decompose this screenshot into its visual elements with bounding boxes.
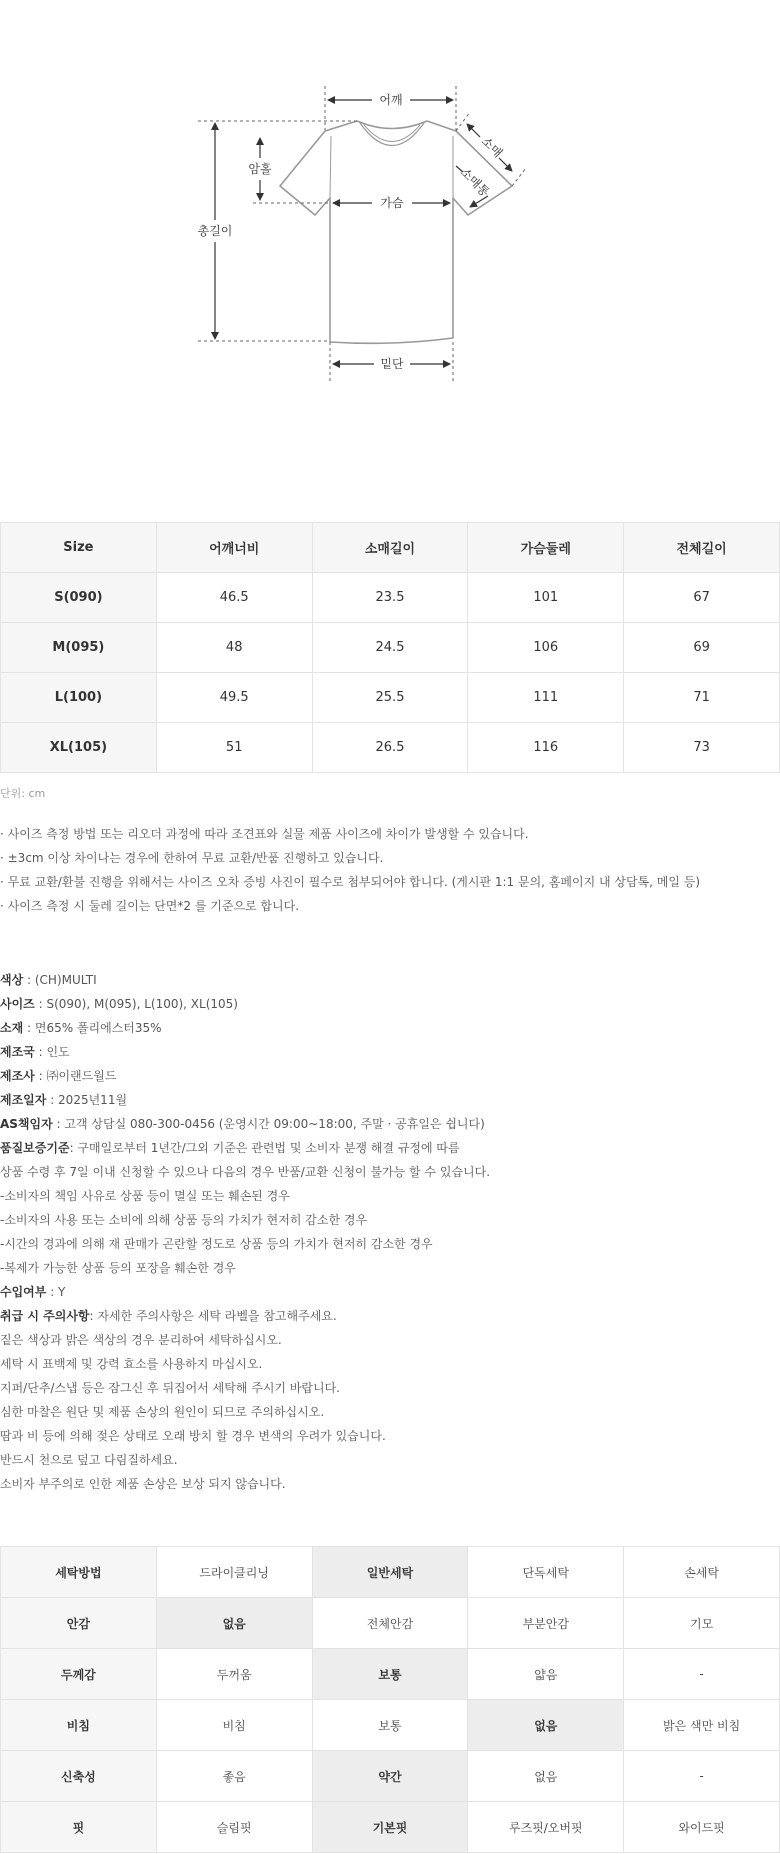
table-row <box>1 623 780 673</box>
care-option-selected: 기본핏 <box>312 1802 468 1853</box>
care-option: 두꺼움 <box>156 1649 312 1700</box>
spec-line <box>0 1306 780 1330</box>
care-row-heading: 신축성 <box>1 1751 157 1802</box>
care-option: 단독세탁 <box>468 1547 624 1598</box>
spec-line <box>0 1162 780 1186</box>
care-table-row <box>1 1751 780 1802</box>
spec-value: -시간의 경과에 의해 재 판매가 곤란할 정도로 상품 등의 가치가 현저히 감소한 경우 <box>0 1237 433 1251</box>
spec-value: : 인도 <box>34 1045 70 1059</box>
care-option: - <box>624 1649 780 1700</box>
note-item: · 사이즈 측정 방법 또는 리오더 과정에 따라 조견표와 실물 제품 사이즈에 차이가 발생할 수 있습니다. <box>0 827 529 841</box>
care-option: 손세탁 <box>624 1547 780 1598</box>
spec-value: 짙은 색상과 밝은 색상의 경우 분리하여 세탁하십시오. <box>0 1333 282 1347</box>
care-table <box>0 1546 780 1853</box>
care-option: 기모 <box>624 1598 780 1649</box>
table-cell: 106 <box>468 623 624 673</box>
table-cell: 23.5 <box>312 573 468 623</box>
care-option: 전체안감 <box>312 1598 468 1649</box>
table-cell: 48 <box>156 623 312 673</box>
chest-header-cell: 가슴둘레 <box>468 523 624 573</box>
shoulder-width-header-cell: 어깨너비 <box>156 523 312 573</box>
care-row-heading: 세탁방법 <box>1 1547 157 1598</box>
spec-line <box>0 1426 780 1450</box>
care-option: 루즈핏/오버핏 <box>468 1802 624 1853</box>
spec-line <box>0 1186 780 1210</box>
care-table-row <box>1 1547 780 1598</box>
care-table-row <box>1 1598 780 1649</box>
spec-key: 색상 <box>0 973 24 987</box>
sleeve-opening-label: 소매통 <box>457 164 493 200</box>
spec-value: 땀과 비 등에 의해 젖은 상태로 오래 방치 할 경우 변색의 우려가 있습니다. <box>0 1429 386 1443</box>
spec-line <box>0 1474 780 1498</box>
size-cell: L(100) <box>1 673 157 723</box>
unit-label: 단위: cm <box>0 787 46 800</box>
spec-line <box>0 970 780 994</box>
measure-arrows <box>215 100 512 364</box>
care-row-heading: 핏 <box>1 1802 157 1853</box>
size-table <box>0 522 780 773</box>
spec-line <box>0 1138 780 1162</box>
spec-line <box>0 1018 780 1042</box>
care-option-selected: 약간 <box>312 1751 468 1802</box>
size-diagram <box>0 0 780 400</box>
table-cell: 49.5 <box>156 673 312 723</box>
spec-value: : S(090), M(095), L(100), XL(105) <box>34 997 238 1011</box>
care-table-row <box>1 1700 780 1751</box>
table-cell: 73 <box>624 723 780 773</box>
spec-line <box>0 1402 780 1426</box>
spec-line <box>0 1114 780 1138</box>
spec-value: -복제가 가능한 상품 등의 포장을 훼손한 경우 <box>0 1261 236 1275</box>
table-cell: 51 <box>156 723 312 773</box>
care-row-heading: 안감 <box>1 1598 157 1649</box>
table-cell: 24.5 <box>312 623 468 673</box>
care-option: 얇음 <box>468 1649 624 1700</box>
spec-line <box>0 1378 780 1402</box>
size-notes <box>0 824 780 920</box>
tshirt-measurement-diagram <box>0 0 780 400</box>
size-header-cell: Size <box>1 523 157 573</box>
spec-key: 수입여부 <box>0 1285 47 1299</box>
spec-key: 제조국 <box>0 1045 35 1059</box>
spec-line <box>0 1450 780 1474</box>
table-row <box>1 673 780 723</box>
care-row-heading: 비침 <box>1 1700 157 1751</box>
table-cell: 46.5 <box>156 573 312 623</box>
chest-label: 가슴 <box>380 196 404 210</box>
care-option: 부분안감 <box>468 1598 624 1649</box>
size-table-header-row <box>1 523 780 573</box>
care-option: 슬림핏 <box>156 1802 312 1853</box>
spec-value: : ㈜이랜드월드 <box>34 1069 117 1083</box>
spec-line <box>0 1330 780 1354</box>
total-length-header-cell: 전체길이 <box>624 523 780 573</box>
table-cell: 67 <box>624 573 780 623</box>
table-cell: 116 <box>468 723 624 773</box>
care-table-row <box>1 1802 780 1853</box>
size-cell: XL(105) <box>1 723 157 773</box>
care-option: 보통 <box>312 1700 468 1751</box>
table-row <box>1 573 780 623</box>
spec-key: 소재 <box>0 1021 24 1035</box>
sleeve-arrow <box>467 124 480 137</box>
table-cell: 26.5 <box>312 723 468 773</box>
spec-key: 사이즈 <box>0 997 35 1011</box>
spec-value: : 면65% 폴리에스터35% <box>23 1021 162 1035</box>
spec-key: 제조사 <box>0 1069 35 1083</box>
spec-line <box>0 1258 780 1282</box>
spec-value: 지퍼/단추/스냅 등은 잠그신 후 뒤집어서 세탁해 주시기 바랍니다. <box>0 1381 340 1395</box>
spec-value: : (CH)MULTI <box>23 973 97 987</box>
spec-value: 소비자 부주의로 인한 제품 손상은 보상 되지 않습니다. <box>0 1477 286 1491</box>
spec-key: 품질보증기준 <box>0 1141 70 1155</box>
total-length-label: 총길이 <box>197 224 233 238</box>
spec-value: 세탁 시 표백제 및 강력 효소를 사용하지 마십시오. <box>0 1357 263 1371</box>
size-cell: S(090) <box>1 573 157 623</box>
table-cell: 25.5 <box>312 673 468 723</box>
table-cell: 111 <box>468 673 624 723</box>
spec-key: 취급 시 주의사항 <box>0 1309 90 1323</box>
note-item: · 무료 교환/환불 진행을 위해서는 사이즈 오차 증빙 사진이 필수로 첨부되어야 합니다. (게시판 1:1 문의, 홈페이지 내 상담톡, 메일 등) <box>0 875 701 889</box>
armhole-label: 암홀 <box>248 162 272 176</box>
care-option-selected: 없음 <box>468 1700 624 1751</box>
care-option: 좋음 <box>156 1751 312 1802</box>
spec-value: 상품 수령 후 7일 이내 신청할 수 있으나 다음의 경우 반품/교환 신청이 불가능 할 수 있습니다. <box>0 1165 491 1179</box>
spec-value: : Y <box>46 1285 66 1299</box>
product-spec <box>0 970 780 1498</box>
care-row-heading: 두께감 <box>1 1649 157 1700</box>
care-option: 와이드핏 <box>624 1802 780 1853</box>
care-option: - <box>624 1751 780 1802</box>
spec-line <box>0 1090 780 1114</box>
sleeve-length-header-cell: 소매길이 <box>312 523 468 573</box>
care-option-selected: 없음 <box>156 1598 312 1649</box>
care-option: 드라이클리닝 <box>156 1547 312 1598</box>
spec-value: -소비자의 책임 사유로 상품 등이 멸실 또는 훼손된 경우 <box>0 1189 290 1203</box>
table-row <box>1 723 780 773</box>
hem-label: 밑단 <box>380 357 404 371</box>
note-item: · 사이즈 측정 시 둘레 길이는 단면*2 를 기준으로 합니다. <box>0 899 300 913</box>
shoulder-label: 어깨 <box>379 93 403 107</box>
spec-key: 제조일자 <box>0 1093 47 1107</box>
tshirt-outline <box>280 121 512 343</box>
size-cell: M(095) <box>1 623 157 673</box>
spec-line <box>0 994 780 1018</box>
spec-line <box>0 1354 780 1378</box>
spec-line <box>0 1210 780 1234</box>
care-table-row <box>1 1649 780 1700</box>
sleeve-label: 소매 <box>478 134 505 161</box>
care-option-selected: 보통 <box>312 1649 468 1700</box>
care-option-selected: 일반세탁 <box>312 1547 468 1598</box>
spec-value: -소비자의 사용 또는 소비에 의해 상품 등의 가치가 현저히 감소한 경우 <box>0 1213 368 1227</box>
spec-value: : 자세한 주의사항은 세탁 라벨을 참고해주세요. <box>89 1309 337 1323</box>
spec-value: 심한 마찰은 원단 및 제품 손상의 원인이 되므로 주의하십시오. <box>0 1405 325 1419</box>
spec-value: 반드시 천으로 덮고 다림질하세요. <box>0 1453 178 1467</box>
spec-value: : 2025년11월 <box>46 1093 128 1107</box>
care-option: 밝은 색만 비침 <box>624 1700 780 1751</box>
spec-line <box>0 1234 780 1258</box>
note-item: · ±3cm 이상 차이나는 경우에 한하여 무료 교환/반품 진행하고 있습니다. <box>0 851 384 865</box>
care-option: 없음 <box>468 1751 624 1802</box>
spec-value: : 구매일로부터 1년간/그외 기준은 관련법 및 소비자 분쟁 해결 규정에 따름 <box>69 1141 460 1155</box>
spec-line <box>0 1066 780 1090</box>
care-option: 비침 <box>156 1700 312 1751</box>
guide-lines <box>198 86 526 383</box>
spec-line <box>0 1282 780 1306</box>
spec-key: AS책임자 <box>0 1117 53 1131</box>
table-cell: 101 <box>468 573 624 623</box>
spec-line <box>0 1042 780 1066</box>
spec-value: : 고객 상담실 080-300-0456 (운영시간 09:00~18:00, 주말 · 공휴일은 쉽니다) <box>52 1117 485 1131</box>
table-cell: 71 <box>624 673 780 723</box>
table-cell: 69 <box>624 623 780 673</box>
